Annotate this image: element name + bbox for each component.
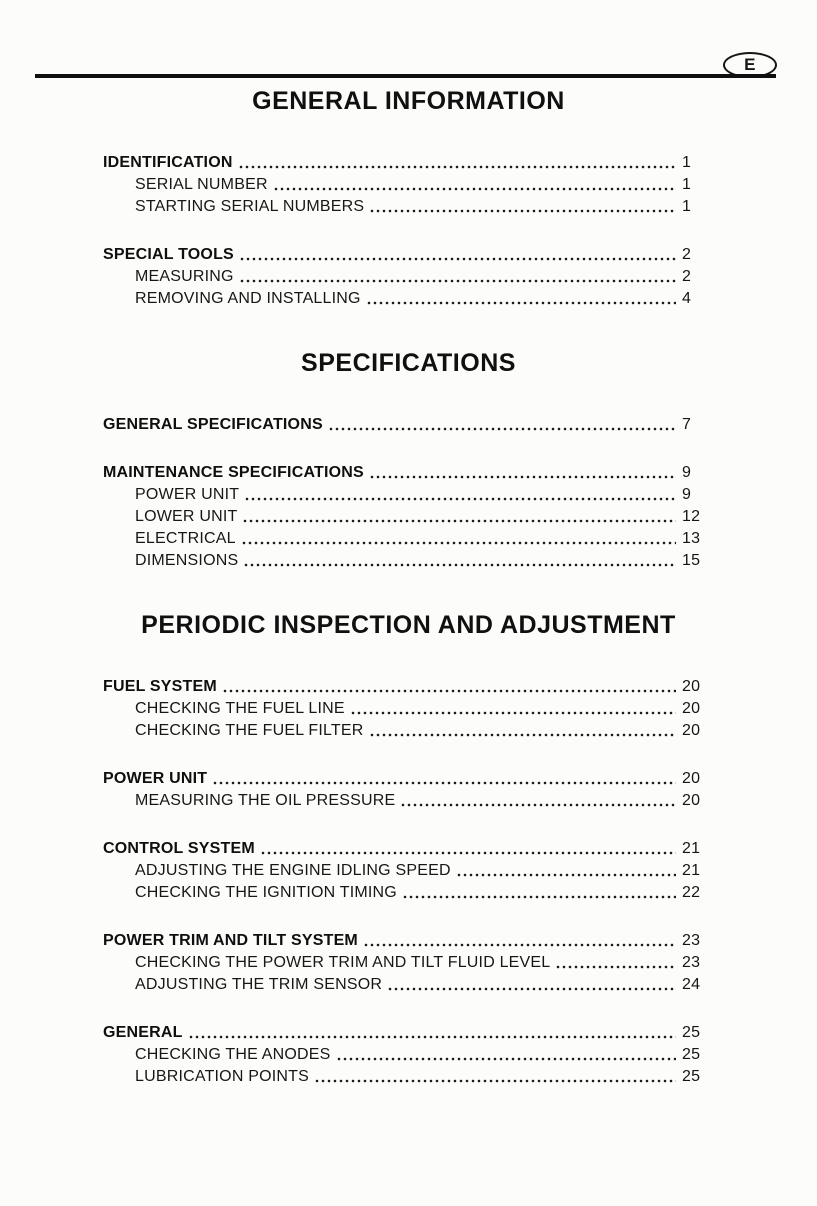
toc-entry-label: LOWER UNIT	[135, 508, 238, 525]
toc-group	[103, 244, 712, 310]
leader-dots	[222, 676, 676, 698]
section-heading: SPECIFICATIONS	[301, 349, 516, 377]
toc-entry-page: 23	[682, 954, 701, 971]
toc-group	[103, 462, 712, 572]
leader-dots	[350, 698, 676, 720]
toc-entry-page: 25	[682, 1068, 701, 1085]
leader-dots	[239, 244, 676, 266]
toc-entry-page: 22	[682, 884, 701, 901]
toc-entry-label: DIMENSIONS	[135, 552, 239, 569]
leader-dots	[314, 1066, 676, 1088]
leader-dots	[260, 838, 676, 860]
toc-entry-page: 25	[682, 1046, 701, 1063]
toc-entry	[103, 506, 712, 528]
language-badge-label: E	[744, 55, 756, 74]
toc-section	[0, 86, 817, 310]
toc-entry-page: 1	[682, 198, 692, 215]
toc-entry-label: SPECIAL TOOLS	[103, 246, 234, 263]
toc-entry	[103, 414, 712, 436]
toc-entry-label: FUEL SYSTEM	[103, 678, 217, 695]
toc-entry-label: STARTING SERIAL NUMBERS	[135, 198, 365, 215]
leader-dots	[402, 882, 676, 904]
toc-entry-page: 15	[682, 552, 701, 569]
toc-entry	[103, 196, 712, 218]
section-groups	[103, 414, 712, 572]
leader-dots	[273, 174, 676, 196]
toc-group	[103, 414, 712, 436]
toc-entry	[103, 152, 712, 174]
toc-group	[103, 676, 712, 742]
toc-entry-label: CHECKING THE ANODES	[135, 1046, 331, 1063]
leader-dots	[363, 930, 676, 952]
toc-entry-label: POWER TRIM AND TILT SYSTEM	[103, 932, 358, 949]
toc-entry	[103, 860, 712, 882]
toc-entry-page: 20	[682, 792, 701, 809]
toc-entry-page: 12	[682, 508, 701, 525]
leader-dots	[212, 768, 676, 790]
toc-entry	[103, 676, 712, 698]
toc-entry	[103, 952, 712, 974]
toc-entry-label: SERIAL NUMBER	[135, 176, 268, 193]
toc-entry	[103, 462, 712, 484]
toc-entry-label: CHECKING THE FUEL LINE	[135, 700, 345, 717]
toc-entry-page: 2	[682, 268, 692, 285]
leader-dots	[369, 196, 676, 218]
toc-entry-label: ADJUSTING THE TRIM SENSOR	[135, 976, 383, 993]
toc-entry-label: CHECKING THE FUEL FILTER	[135, 722, 364, 739]
toc-entry	[103, 838, 712, 860]
toc-entry-page: 2	[682, 246, 692, 263]
leader-dots	[242, 506, 676, 528]
leader-dots	[400, 790, 676, 812]
toc-entry	[103, 288, 712, 310]
toc-entry	[103, 1066, 712, 1088]
toc-entry	[103, 1022, 712, 1044]
toc-entry-label: GENERAL SPECIFICATIONS	[103, 416, 323, 433]
leader-dots	[243, 550, 676, 572]
toc-entry-page: 7	[682, 416, 692, 433]
toc-entry-label: IDENTIFICATION	[103, 154, 233, 171]
toc-entry	[103, 974, 712, 996]
leader-dots	[241, 528, 676, 550]
toc-entry-label: MAINTENANCE SPECIFICATIONS	[103, 464, 364, 481]
toc-entry	[103, 720, 712, 742]
toc-entry-label: CHECKING THE IGNITION TIMING	[135, 884, 397, 901]
leader-dots	[239, 266, 676, 288]
toc-entry-label: MEASURING	[135, 268, 234, 285]
toc-entry-label: MEASURING THE OIL PRESSURE	[135, 792, 396, 809]
leader-dots	[328, 414, 676, 436]
toc-entry	[103, 550, 712, 572]
toc-group	[103, 838, 712, 904]
toc-entry-page: 20	[682, 722, 701, 739]
toc-group	[103, 768, 712, 812]
leader-dots	[244, 484, 676, 506]
toc-entry-page: 20	[682, 770, 701, 787]
leader-dots	[555, 952, 676, 974]
toc-entry-page: 1	[682, 154, 692, 171]
toc-entry-page: 1	[682, 176, 692, 193]
toc-entry-label: POWER UNIT	[135, 486, 240, 503]
toc-entry-label: POWER UNIT	[103, 770, 208, 787]
section-heading: PERIODIC INSPECTION AND ADJUSTMENT	[141, 611, 676, 639]
toc-entry-page: 25	[682, 1024, 701, 1041]
toc-section	[0, 610, 817, 1088]
toc-entry	[103, 790, 712, 812]
toc-entry	[103, 484, 712, 506]
toc-entry-page: 20	[682, 678, 701, 695]
leader-dots	[238, 152, 676, 174]
section-heading: GENERAL INFORMATION	[252, 87, 565, 115]
toc-entry	[103, 244, 712, 266]
top-rule	[35, 74, 776, 78]
toc-entry-label: CONTROL SYSTEM	[103, 840, 255, 857]
toc-sections	[0, 86, 817, 1088]
toc-entry	[103, 882, 712, 904]
toc-entry-label: ELECTRICAL	[135, 530, 236, 547]
toc-entry-label: ADJUSTING THE ENGINE IDLING SPEED	[135, 862, 451, 879]
toc-entry-page: 21	[682, 840, 701, 857]
toc-entry	[103, 768, 712, 790]
toc-entry-label: CHECKING THE POWER TRIM AND TILT FLUID LEVEL	[135, 954, 551, 971]
toc-entry-page: 21	[682, 862, 701, 879]
toc-entry	[103, 174, 712, 196]
toc-entry-page: 13	[682, 530, 701, 547]
toc-entry	[103, 698, 712, 720]
toc-entry-page: 24	[682, 976, 701, 993]
toc-entry-label: LUBRICATION POINTS	[135, 1068, 309, 1085]
section-groups	[103, 676, 712, 1088]
toc-entry-page: 4	[682, 290, 692, 307]
toc-entry-label: GENERAL	[103, 1024, 183, 1041]
toc-group	[103, 930, 712, 996]
leader-dots	[387, 974, 676, 996]
leader-dots	[336, 1044, 676, 1066]
toc-entry	[103, 266, 712, 288]
toc-entry-page: 9	[682, 486, 692, 503]
toc-entry-page: 9	[682, 464, 692, 481]
toc-entry-label: REMOVING AND INSTALLING	[135, 290, 361, 307]
toc-entry	[103, 1044, 712, 1066]
leader-dots	[366, 288, 676, 310]
leader-dots	[369, 462, 676, 484]
toc-entry-page: 23	[682, 932, 701, 949]
toc-entry	[103, 930, 712, 952]
section-groups	[103, 152, 712, 310]
leader-dots	[188, 1022, 676, 1044]
leader-dots	[456, 860, 676, 882]
toc-entry	[103, 528, 712, 550]
leader-dots	[369, 720, 676, 742]
toc-entry-page: 20	[682, 700, 701, 717]
toc-section	[0, 348, 817, 572]
toc-group	[103, 152, 712, 218]
toc-group	[103, 1022, 712, 1088]
